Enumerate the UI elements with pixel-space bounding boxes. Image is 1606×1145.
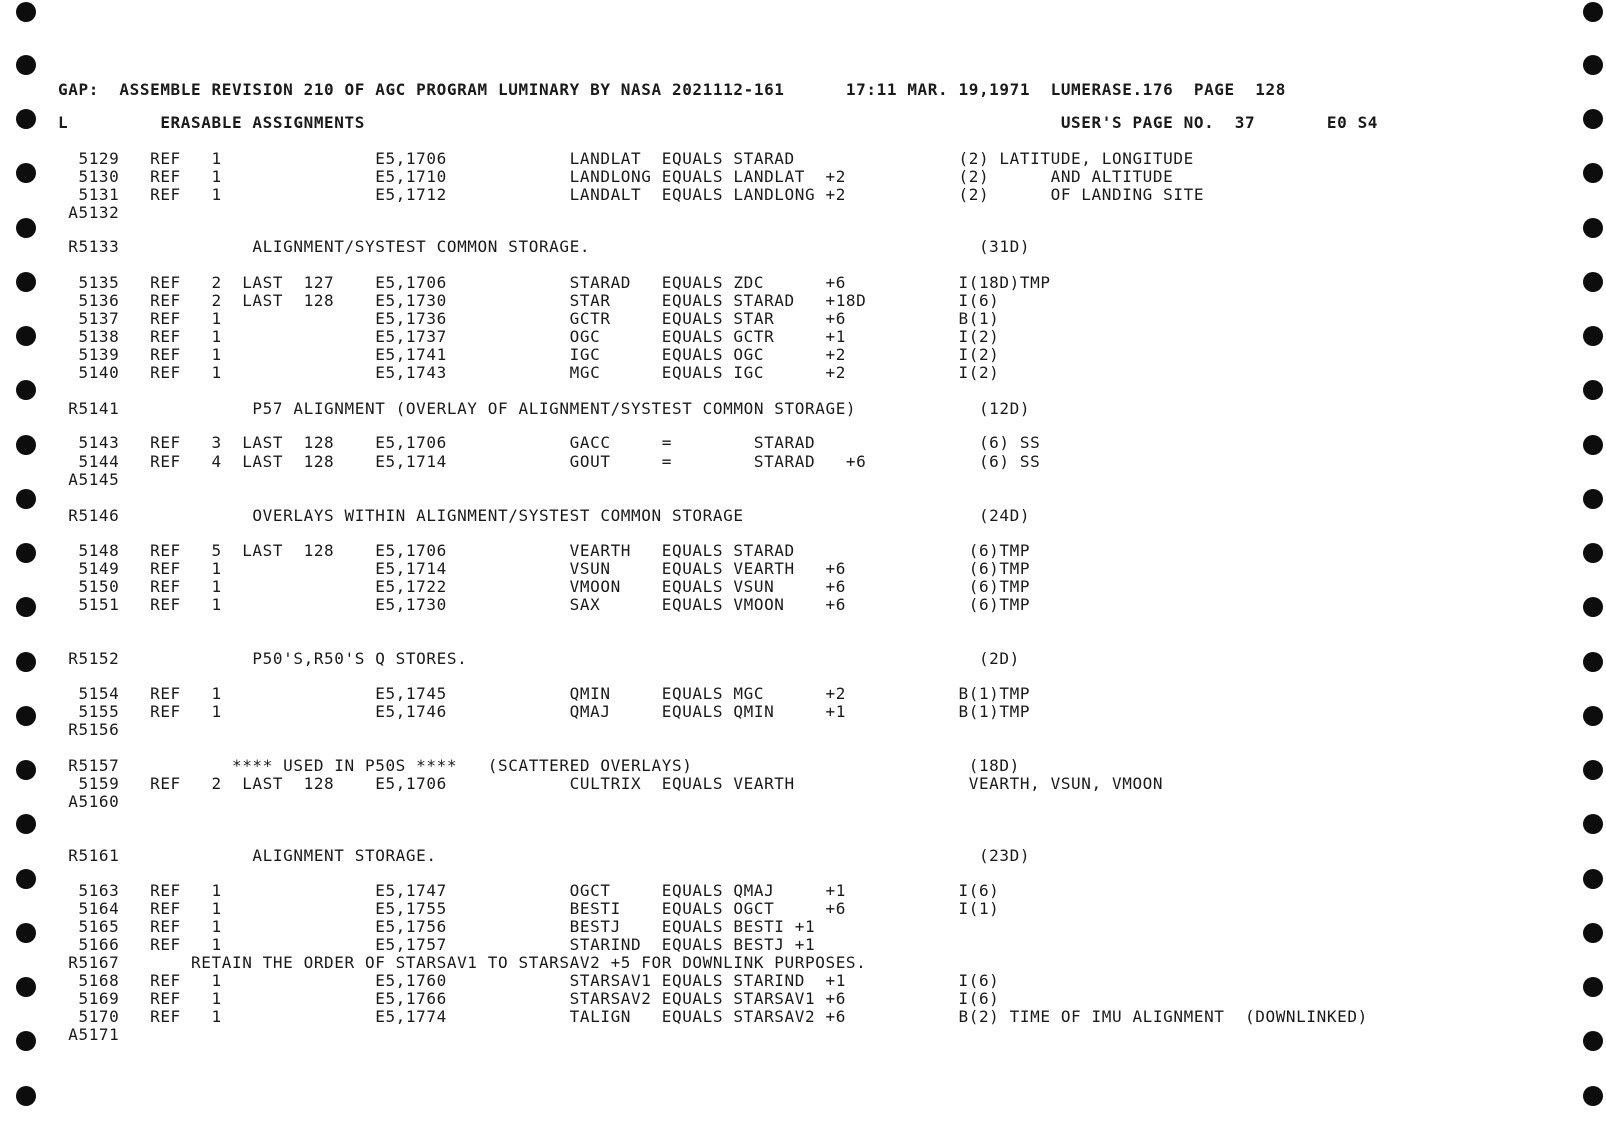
feed-hole (1583, 326, 1603, 346)
feed-hole (1583, 2, 1603, 22)
listing-line: A5145 (58, 470, 120, 489)
feed-hole (1583, 706, 1603, 726)
section-heading: R5161 ALIGNMENT STORAGE. (23D) (58, 846, 1031, 865)
listing-line: 5169 REF 1 E5,1766 STARSAV2 EQUALS STARSAV1 +6 I(6) (58, 989, 1000, 1008)
feed-hole (16, 326, 36, 346)
feed-hole (1583, 272, 1603, 292)
feed-hole (1583, 977, 1603, 997)
listing-line: 5166 REF 1 E5,1757 STARIND EQUALS BESTJ +1 (58, 935, 816, 954)
section-heading: R5152 P50'S,R50'S Q STORES. (2D) (58, 649, 1020, 668)
listing-line: 5151 REF 1 E5,1730 SAX EQUALS VMOON +6 (6)TMP (58, 595, 1031, 614)
feed-hole (1583, 435, 1603, 455)
listing-line: 5137 REF 1 E5,1736 GCTR EQUALS STAR +6 B(1) (58, 309, 1000, 328)
feed-hole (16, 109, 36, 129)
listing-line: 5168 REF 1 E5,1760 STARSAV1 EQUALS STARIND +1 I(6) (58, 971, 1000, 990)
feed-hole (1583, 869, 1603, 889)
feed-hole (1583, 380, 1603, 400)
listing-line: 5155 REF 1 E5,1746 QMAJ EQUALS QMIN +1 B(1)TMP (58, 702, 1031, 721)
listing-line: 5150 REF 1 E5,1722 VMOON EQUALS VSUN +6 (6)TMP (58, 577, 1031, 596)
feed-hole (1583, 55, 1603, 75)
section-heading: R5141 P57 ALIGNMENT (OVERLAY OF ALIGNMENT/SYSTEST COMMON STORAGE) (12D) (58, 399, 1031, 418)
section-heading: R5133 ALIGNMENT/SYSTEST COMMON STORAGE. (31D) (58, 237, 1031, 256)
listing-line: 5140 REF 1 E5,1743 MGC EQUALS IGC +2 I(2) (58, 363, 1000, 382)
listing-line: 5136 REF 2 LAST 128 E5,1730 STAR EQUALS STARAD +18D I(6) (58, 291, 1000, 310)
listing-line: 5170 REF 1 E5,1774 TALIGN EQUALS STARSAV2 +6 B(2) TIME OF IMU ALIGNMENT (DOWNLINKED) (58, 1007, 1368, 1026)
listing-line: 5149 REF 1 E5,1714 VSUN EQUALS VEARTH +6 (6)TMP (58, 559, 1031, 578)
feed-hole (16, 923, 36, 943)
feed-hole (1583, 1086, 1603, 1106)
listing-line: A5171 (58, 1025, 120, 1044)
listing-line: 5135 REF 2 LAST 127 E5,1706 STARAD EQUALS ZDC +6 I(18D)TMP (58, 273, 1051, 292)
listing-line: 5138 REF 1 E5,1737 OGC EQUALS GCTR +1 I(2) (58, 327, 1000, 346)
feed-hole (1583, 923, 1603, 943)
feed-hole (16, 272, 36, 292)
feed-hole (16, 597, 36, 617)
feed-hole (16, 814, 36, 834)
comment-line: R5167 RETAIN THE ORDER OF STARSAV1 TO STARSAV2 +5 FOR DOWNLINK PURPOSES. (58, 953, 867, 972)
feed-hole (16, 706, 36, 726)
feed-hole (1583, 1031, 1603, 1051)
feed-hole (16, 543, 36, 563)
listing-line: A5132 (58, 203, 120, 222)
feed-hole (1583, 218, 1603, 238)
listing-line: 5129 REF 1 E5,1706 LANDLAT EQUALS STARAD (2) LATITUDE, LONGITUDE (58, 149, 1194, 168)
feed-hole (1583, 489, 1603, 509)
feed-hole (16, 435, 36, 455)
feed-hole (1583, 109, 1603, 129)
feed-hole (16, 163, 36, 183)
listing-line: 5143 REF 3 LAST 128 E5,1706 GACC = STARAD (6) SS (58, 433, 1041, 452)
section-heading: R5146 OVERLAYS WITHIN ALIGNMENT/SYSTEST COMMON STORAGE (24D) (58, 506, 1031, 525)
feed-hole (16, 1086, 36, 1106)
feed-hole (16, 760, 36, 780)
listing-line: 5139 REF 1 E5,1741 IGC EQUALS OGC +2 I(2) (58, 345, 1000, 364)
listing-line: 5165 REF 1 E5,1756 BESTJ EQUALS BESTI +1 (58, 917, 816, 936)
feed-hole (16, 489, 36, 509)
feed-hole (1583, 652, 1603, 672)
feed-hole (16, 380, 36, 400)
page-subheader: L ERASABLE ASSIGNMENTS USER'S PAGE NO. 37 E0 S4 (58, 113, 1379, 132)
listing-line: 5148 REF 5 LAST 128 E5,1706 VEARTH EQUALS STARAD (6)TMP (58, 541, 1031, 560)
listing-line: 5144 REF 4 LAST 128 E5,1714 GOUT = STARAD +6 (6) SS (58, 452, 1041, 471)
listing-line: R5156 (58, 720, 120, 739)
feed-hole (16, 2, 36, 22)
listing-line: 5130 REF 1 E5,1710 LANDLONG EQUALS LANDLAT +2 (2) AND ALTITUDE (58, 167, 1174, 186)
feed-hole (1583, 597, 1603, 617)
listing-line: 5159 REF 2 LAST 128 E5,1706 CULTRIX EQUALS VEARTH VEARTH, VSUN, VMOON (58, 774, 1164, 793)
feed-hole (16, 218, 36, 238)
assembly-header: GAP: ASSEMBLE REVISION 210 OF AGC PROGRAM LUMINARY BY NASA 2021112-161 17:11 MAR. 19,1971 LUMERASE.176 PAGE 128 (58, 80, 1286, 99)
feed-hole (1583, 814, 1603, 834)
feed-hole (1583, 760, 1603, 780)
feed-hole (16, 652, 36, 672)
listing-line: A5160 (58, 792, 120, 811)
feed-hole (16, 869, 36, 889)
section-heading: R5157 **** USED IN P50S **** (SCATTERED OVERLAYS) (18D) (58, 756, 1020, 775)
feed-hole (16, 55, 36, 75)
feed-hole (1583, 543, 1603, 563)
feed-hole (16, 977, 36, 997)
listing-line: 5131 REF 1 E5,1712 LANDALT EQUALS LANDLONG +2 (2) OF LANDING SITE (58, 185, 1205, 204)
feed-hole (16, 1031, 36, 1051)
listing-line: 5163 REF 1 E5,1747 OGCT EQUALS QMAJ +1 I(6) (58, 881, 1000, 900)
feed-hole (1583, 163, 1603, 183)
listing-line: 5154 REF 1 E5,1745 QMIN EQUALS MGC +2 B(1)TMP (58, 684, 1031, 703)
listing-line: 5164 REF 1 E5,1755 BESTI EQUALS OGCT +6 I(1) (58, 899, 1000, 918)
